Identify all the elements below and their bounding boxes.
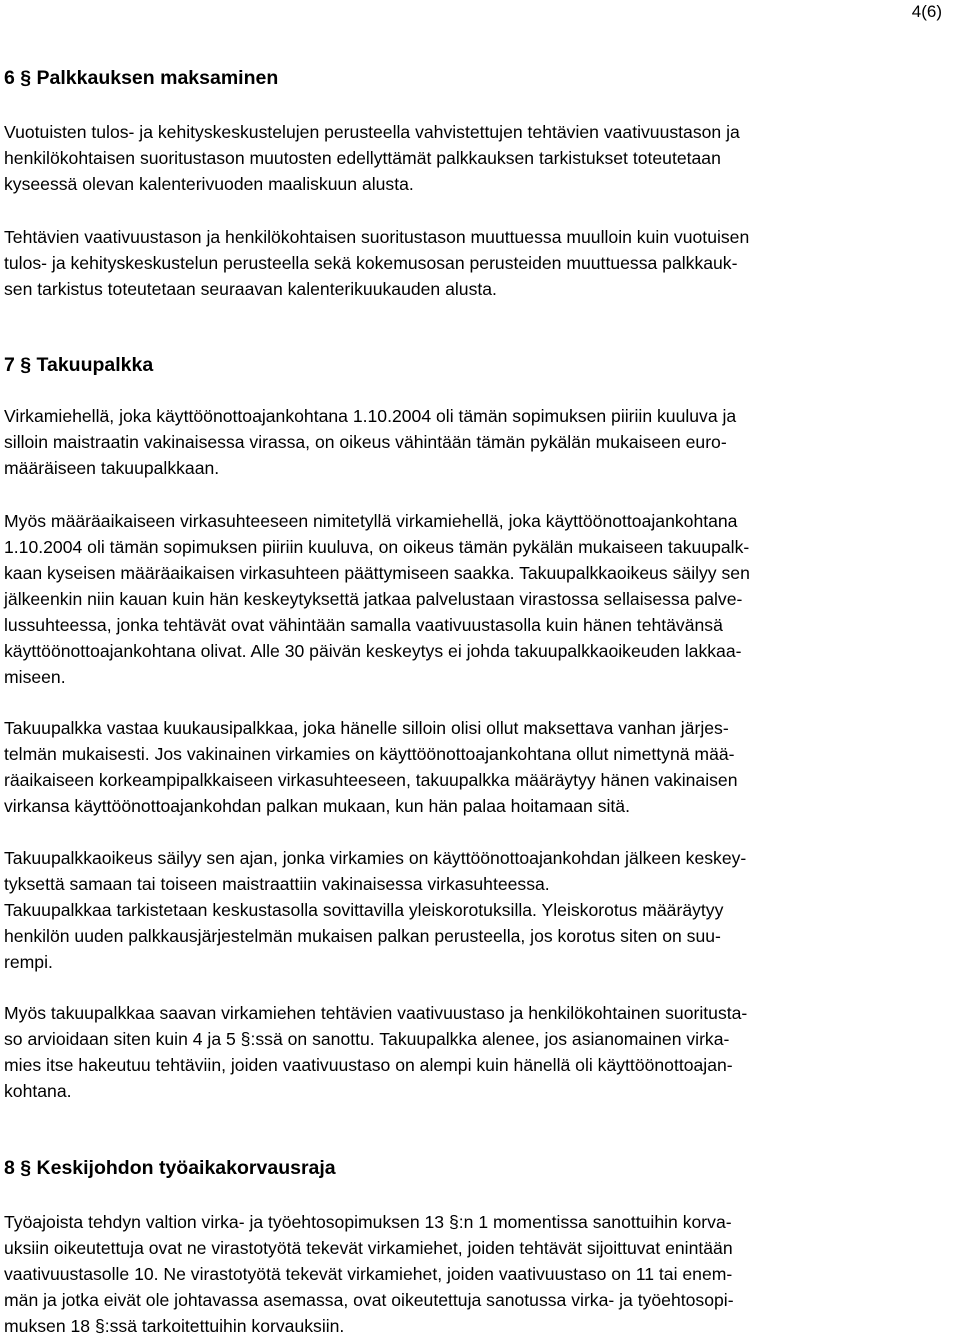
text-line: mies itse hakeutuu tehtäviin, joiden vaativuustaso on alempi kuin hänellä oli käyttöönottoajan- [4,1055,733,1075]
text-line: Takuupalkkaa tarkistetaan keskustasolla sovittavilla yleiskorotuksilla. Yleiskorotus määräytyy [4,900,724,920]
section-7-paragraph-3 [4,715,738,819]
text-line: kaan kyseisen määräaikaisen virkasuhteen päättymiseen saakka. Takuupalkkaoikeus säilyy sen [4,563,750,583]
text-line: tyksettä samaan tai toiseen maistraattiin vakinaisessa virkasuhteessa. [4,874,550,894]
section-7-paragraph-1 [4,403,736,481]
text-line: 1.10.2004 oli tämän sopimuksen piiriin kuuluva, on oikeus tämän pykälän mukaiseen takuupalk- [4,537,750,557]
text-line: vaativuustasolle 10. Ne virastotyötä tekevät virkamiehet, joiden vaativuustaso on 11 tai enem- [4,1264,733,1284]
text-line: Takuupalkkaoikeus säilyy sen ajan, jonka virkamies on käyttöönottoajankohdan jälkeen keskey- [4,848,747,868]
text-line: Vuotuisten tulos- ja kehityskeskustelujen perusteella vahvistettujen tehtävien vaativuustason ja [4,122,740,142]
text-line: tulos- ja kehityskeskustelun perusteella sekä kokemusosan perusteiden muuttuessa palkkauk- [4,253,738,273]
text-line: Myös takuupalkkaa saavan virkamiehen tehtävien vaativuustaso ja henkilökohtainen suoritusta- [4,1003,748,1023]
text-line: henkilön uuden palkkausjärjestelmän mukaisen palkan perusteella, jos korotus siten on suu- [4,926,721,946]
section-8-heading: 8 § Keskijohdon työaikakorvausraja [4,1157,336,1179]
text-line: jälkeenkin niin kauan kuin hän keskeytyksettä jatkaa palvelustaan virastossa sellaisessa palve- [4,589,743,609]
text-line: Takuupalkka vastaa kuukausipalkkaa, joka hänelle silloin olisi ollut maksettava vanhan järjes- [4,718,729,738]
text-line: virkansa käyttöönottoajankohdan palkan mukaan, kun hän palaa hoitamaan sitä. [4,796,630,816]
text-line: henkilökohtaisen suoritustason muutosten edellyttämät palkkauksen tarkistukset toteutetaan [4,148,721,168]
text-line: määräiseen takuupalkkaan. [4,458,220,478]
text-line: silloin maistraatin vakinaisessa virassa, on oikeus vähintään tämän pykälän mukaiseen euro- [4,432,727,452]
text-line: telmän mukaisesti. Jos vakinainen virkamies on käyttöönottoajankohtana ollut nimettynä mää- [4,744,735,764]
section-6-paragraph-2 [4,224,749,302]
text-line: muksen 18 §:ssä tarkoitettuihin korvauksiin. [4,1316,345,1336]
text-line: kyseessä olevan kalenterivuoden maaliskuun alusta. [4,174,414,194]
text-line: räaikaiseen korkeampipalkkaiseen virkasuhteeseen, takuupalkka määräytyy hänen vakinaisen [4,770,738,790]
text-line: so arvioidaan siten kuin 4 ja 5 §:ssä on sanottu. Takuupalkka alenee, jos asianomainen virka- [4,1029,730,1049]
text-line: sen tarkistus toteutetaan seuraavan kalenterikuukauden alusta. [4,279,497,299]
section-6-paragraph-1 [4,119,740,197]
section-7-paragraph-4 [4,845,746,975]
text-line: män ja jotka eivät ole johtavassa asemassa, ovat oikeutettuja sanotussa virka- ja työehtosopi- [4,1290,734,1310]
text-line: miseen. [4,667,66,687]
section-7-paragraph-5 [4,1000,747,1104]
page-number: 4(6) [911,2,942,21]
text-line: Työajoista tehdyn valtion virka- ja työehtosopimuksen 13 §:n 1 momentissa sanottuihin korva- [4,1212,732,1232]
text-line: käyttöönottoajankohtana olivat. Alle 30 päivän keskeytys ei johda takuupalkkaoikeuden lakkaa- [4,641,742,661]
text-line: Tehtävien vaativuustason ja henkilökohtaisen suoritustason muuttuessa muulloin kuin vuotuisen [4,227,750,247]
section-8-paragraph-1 [4,1209,734,1339]
text-line: rempi. [4,952,53,972]
text-line: lussuhteessa, jonka tehtävät ovat vähintään samalla vaativuustasolla kuin hänen tehtävänsä [4,615,723,635]
section-6-heading: 6 § Palkkauksen maksaminen [4,67,279,89]
section-7-heading: 7 § Takuupalkka [4,354,154,376]
text-line: Virkamiehellä, joka käyttöönottoajankohtana 1.10.2004 oli tämän sopimuksen piiriin kuuluva ja [4,406,737,426]
section-7-paragraph-2 [4,508,750,690]
text-line: kohtana. [4,1081,72,1101]
text-line: Myös määräaikaiseen virkasuhteeseen nimitetyllä virkamiehellä, joka käyttöönottoajankohtana [4,511,738,531]
text-line: uksiin oikeutettuja ovat ne virastotyötä tekevät virkamiehet, joiden tehtävät sijoittuvat enintään [4,1238,733,1258]
